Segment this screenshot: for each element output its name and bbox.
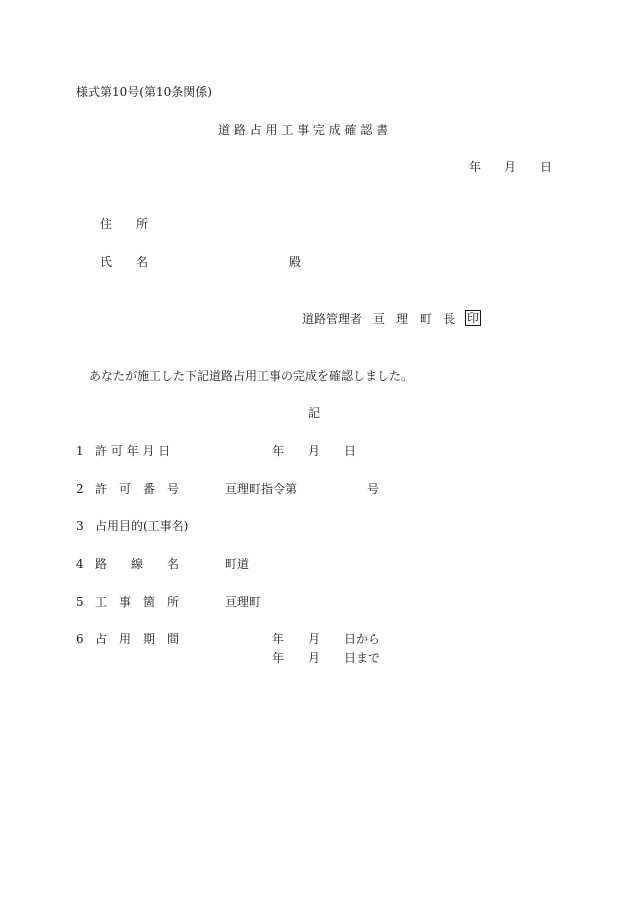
item-number: 5 (76, 595, 84, 609)
date-year: 年 (469, 160, 482, 174)
item-label-purpose: 占用目的(工事名) (95, 519, 189, 533)
route-value: 町道 (225, 557, 250, 571)
issuer-char-3: 町 (420, 312, 433, 326)
period-from-year: 年 (272, 632, 285, 646)
permit-year: 年 (272, 444, 285, 458)
item-number: 6 (76, 632, 84, 646)
form-label: 様式第10号(第10条関係) (76, 85, 212, 99)
date-day: 日 (540, 160, 553, 174)
honorific: 殿 (289, 255, 302, 269)
issuer-char-1: 亘 (373, 312, 386, 326)
item-label-location: 工 事 箇 所 (95, 595, 180, 609)
period-to-month: 月 (308, 651, 321, 665)
permit-number-prefix: 亘理町指令第 (225, 482, 298, 496)
document-title: 道 路 占 用 工 事 完 成 確 認 書 (218, 123, 389, 137)
issuer-char-4: 長 (443, 312, 456, 326)
permit-number-suffix: 号 (367, 482, 380, 496)
item-number: 3 (76, 519, 84, 533)
body-text: あなたが施工した下記道路占用工事の完成を確認しました。 (89, 369, 414, 383)
item-label-route: 路 線 名 (95, 557, 180, 571)
permit-month: 月 (308, 444, 321, 458)
permit-day: 日 (344, 444, 357, 458)
name-label: 氏 名 (100, 255, 149, 269)
issuer-role: 道路管理者 (302, 312, 363, 326)
item-number: 4 (76, 557, 84, 571)
issuer-char-2: 理 (396, 312, 409, 326)
item-number: 1 (76, 444, 84, 458)
ki-heading: 記 (308, 406, 321, 420)
item-label-permit-date: 許 可 年 月 日 (95, 444, 171, 458)
period-from-day: 日から (344, 632, 381, 646)
item-label-permit-number: 許 可 番 号 (95, 482, 180, 496)
period-to-day: 日まで (344, 651, 381, 665)
address-label: 住 所 (100, 217, 149, 231)
item-label-period: 占 用 期 間 (95, 632, 180, 646)
item-number: 2 (76, 482, 84, 496)
location-value: 亘理町 (225, 595, 262, 609)
date-month: 月 (504, 160, 517, 174)
period-to-year: 年 (272, 651, 285, 665)
seal-box: 印 (467, 311, 480, 325)
period-from-month: 月 (308, 632, 321, 646)
